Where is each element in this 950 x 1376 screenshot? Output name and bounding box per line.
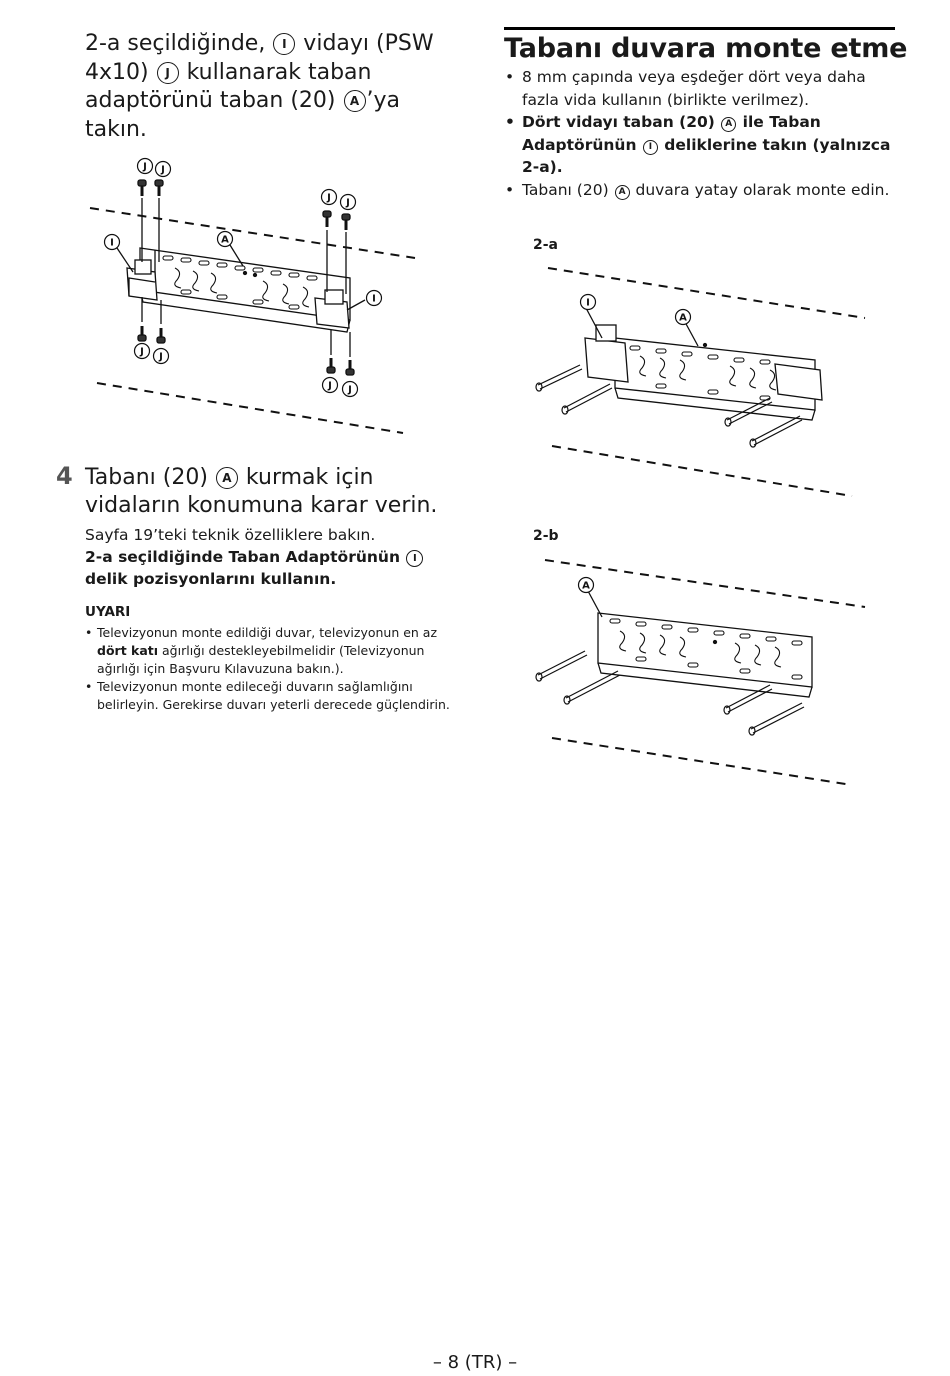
section-item2-text-1: Dört vidayı taban (20)	[522, 113, 721, 131]
step3-text-2: vidayı (PSW 4x10)	[85, 31, 434, 85]
section-bullet-list	[504, 66, 899, 201]
step4-bold-note	[85, 546, 445, 590]
svg-text:I: I	[110, 237, 114, 249]
section-rule	[504, 27, 895, 30]
figure-2a-title: 2-a	[533, 237, 558, 253]
section-title: Tabanı duvara monte etme	[504, 33, 908, 64]
page-number: – 8 (TR) –	[432, 1352, 518, 1373]
section-item2-text-2: ile Taban Adaptörünün	[522, 113, 821, 154]
section-item	[504, 111, 899, 179]
step4-instruction	[85, 464, 455, 520]
warning-item1-bold: dört katı	[97, 643, 159, 658]
svg-text:J: J	[159, 351, 163, 363]
svg-text:A: A	[582, 580, 590, 592]
step4-reference: Sayfa 19’teki teknik özelliklere bakın.	[85, 526, 376, 544]
wall-mount-2a-diagram	[530, 260, 870, 500]
label-a-icon: A	[344, 90, 366, 112]
svg-text:J: J	[348, 384, 352, 396]
section-item3-text-1: Tabanı (20)	[522, 180, 614, 199]
svg-text:J: J	[328, 380, 332, 392]
step4-bold-text-2: delik pozisyonlarını kullanın.	[85, 570, 337, 588]
label-a-icon: A	[721, 117, 736, 132]
svg-text:J: J	[346, 197, 350, 209]
step4-details	[85, 524, 445, 590]
warning-item: • Televizyonun monte edileceği duvarın sağlamlığını belirleyin. Gerekirse duvarı yeterli derecede güçlendirin.	[85, 678, 455, 714]
warning-title: UYARI	[85, 604, 131, 620]
label-i-icon: I	[643, 140, 658, 155]
svg-text:J: J	[143, 161, 147, 173]
step4-bold-text-1: 2-a seçildiğinde Taban Adaptörünün	[85, 548, 406, 566]
warning-item1-text-2: ağırlığı destekleyebilmelidir (Televizyonun ağırlığı için Başvuru Kılavuzuna bakın.).	[97, 643, 425, 676]
step4-number: 4	[56, 462, 73, 490]
section-item3-text-2: duvara yatay olarak monte edin.	[630, 180, 890, 199]
step4-text-2: kurmak için vidaların konumuna karar verin.	[85, 465, 438, 518]
warning-item1-text-1: Televizyonun monte edildiği duvar, televizyonun en az	[97, 625, 438, 640]
svg-text:J: J	[161, 164, 165, 176]
svg-text:J: J	[327, 192, 331, 204]
label-i-icon: I	[406, 550, 423, 567]
section-item: • 8 mm çapında veya eşdeğer dört veya daha fazla vida kullanın (birlikte verilmez).	[504, 66, 899, 111]
label-j-icon: J	[157, 62, 179, 84]
svg-text:A: A	[679, 312, 687, 324]
label-i-icon: I	[273, 33, 295, 55]
label-a-icon: A	[216, 467, 238, 489]
step3-text-3: kullanarak taban adaptörünü taban (20)	[85, 59, 372, 113]
wall-mount-2b-diagram	[530, 555, 870, 795]
warning-item	[85, 624, 455, 678]
warning-list	[85, 624, 455, 714]
svg-text:J: J	[140, 346, 144, 358]
step3-instruction	[85, 30, 445, 144]
figure-2b-title: 2-b	[533, 528, 559, 544]
section-item	[504, 179, 899, 202]
svg-text:I: I	[586, 297, 590, 309]
step3-text-4: ’ya takın.	[85, 88, 400, 142]
step3-text-1: 2-a seçildiğinde,	[85, 31, 273, 56]
adaptor-attach-diagram	[85, 150, 425, 450]
label-a-icon: A	[615, 185, 630, 200]
svg-text:A: A	[221, 234, 229, 246]
svg-text:I: I	[372, 293, 376, 305]
section-item2-text-3: deliklerine takın (yalnızca 2-a).	[522, 135, 891, 176]
step4-text-1: Tabanı (20)	[85, 465, 215, 490]
